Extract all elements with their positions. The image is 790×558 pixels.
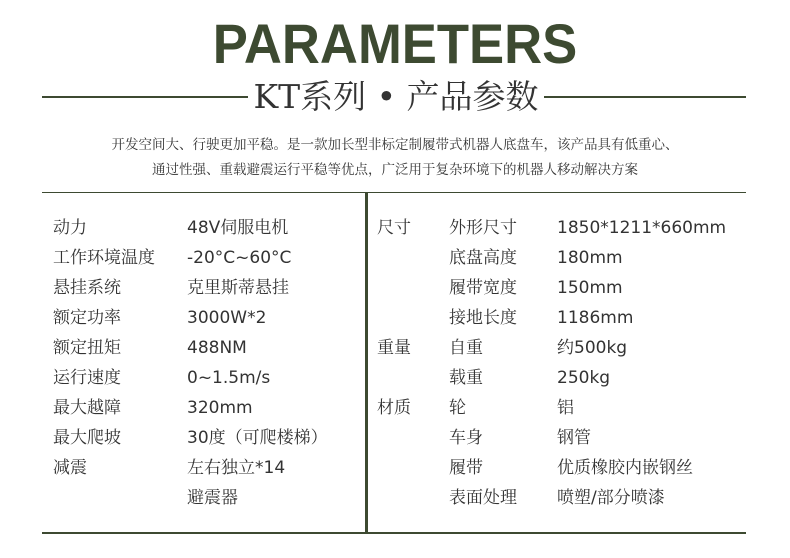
intro-line-1: 开发空间大、行驶更加平稳。是一款加长型非标定制履带式机器人底盘车，该产品具有低重心、 — [111, 137, 679, 153]
right-spec-label-7: 车身 — [449, 428, 483, 448]
right-spec-value-0: 1850*1211*660mm — [557, 218, 727, 238]
left-spec-label-4: 额定扭矩 — [53, 338, 121, 358]
subtitle-row — [0, 72, 790, 122]
right-spec-value-2: 150mm — [557, 278, 623, 298]
right-spec-label-6: 轮 — [449, 398, 466, 418]
right-spec-label-9: 表面处理 — [449, 488, 517, 508]
column-divider — [365, 193, 368, 533]
right-spec-value-5: 250kg — [557, 368, 611, 388]
left-spec-value-4: 488NM — [187, 338, 247, 358]
right-spec-label-2: 履带宽度 — [449, 278, 517, 298]
right-spec-category-4: 重量 — [377, 338, 411, 358]
left-spec-value-6: 320mm — [187, 398, 253, 418]
left-spec-label-2: 悬挂系统 — [53, 278, 121, 298]
title-english: PARAMETERS — [212, 12, 578, 75]
right-spec-label-1: 底盘高度 — [449, 248, 517, 268]
right-spec-value-6: 铝 — [557, 398, 574, 418]
title-chinese: KT系列 • 产品参数 — [253, 77, 539, 116]
subtitle-rule-right — [544, 96, 746, 98]
left-spec-label-8: 减震 — [53, 458, 87, 478]
right-spec-value-7: 钢管 — [557, 428, 591, 448]
left-spec-value-7: 30度（可爬楼梯） — [187, 428, 328, 448]
left-spec-value-9: 避震器 — [187, 488, 238, 508]
left-spec-value-5: 0~1.5m/s — [187, 368, 271, 388]
right-spec-category-0: 尺寸 — [377, 218, 411, 238]
left-spec-label-1: 工作环境温度 — [53, 248, 155, 268]
right-spec-value-8: 优质橡胶内嵌钢丝 — [557, 458, 693, 478]
right-spec-label-8: 履带 — [449, 458, 483, 478]
intro-line-2: 通过性强、重载避震运行平稳等优点，广泛用于复杂环境下的机器人移动解决方案 — [152, 162, 638, 178]
left-spec-label-6: 最大越障 — [53, 398, 121, 418]
left-spec-label-3: 额定功率 — [53, 308, 121, 328]
left-spec-label-7: 最大爬坡 — [53, 428, 121, 448]
right-spec-label-5: 载重 — [449, 368, 483, 388]
right-spec-value-3: 1186mm — [557, 308, 634, 328]
right-spec-label-0: 外形尺寸 — [449, 218, 517, 238]
left-spec-value-0: 48V伺服电机 — [187, 218, 289, 238]
table-top-rule — [42, 192, 746, 193]
left-spec-value-3: 3000W*2 — [187, 308, 267, 328]
left-spec-value-2: 克里斯蒂悬挂 — [187, 278, 289, 298]
right-spec-label-3: 接地长度 — [449, 308, 517, 328]
right-spec-value-1: 180mm — [557, 248, 623, 268]
right-spec-value-9: 喷塑/部分喷漆 — [557, 488, 665, 508]
left-spec-label-5: 运行速度 — [53, 368, 121, 388]
right-spec-label-4: 自重 — [449, 338, 483, 358]
subtitle-rule-left — [42, 96, 248, 98]
left-spec-label-0: 动力 — [53, 218, 87, 238]
left-spec-value-8: 左右独立*14 — [187, 458, 286, 478]
right-spec-category-6: 材质 — [377, 398, 411, 418]
table-bottom-rule — [42, 532, 746, 534]
right-spec-value-4: 约500kg — [557, 338, 628, 358]
left-spec-value-1: -20°C~60°C — [187, 248, 292, 268]
